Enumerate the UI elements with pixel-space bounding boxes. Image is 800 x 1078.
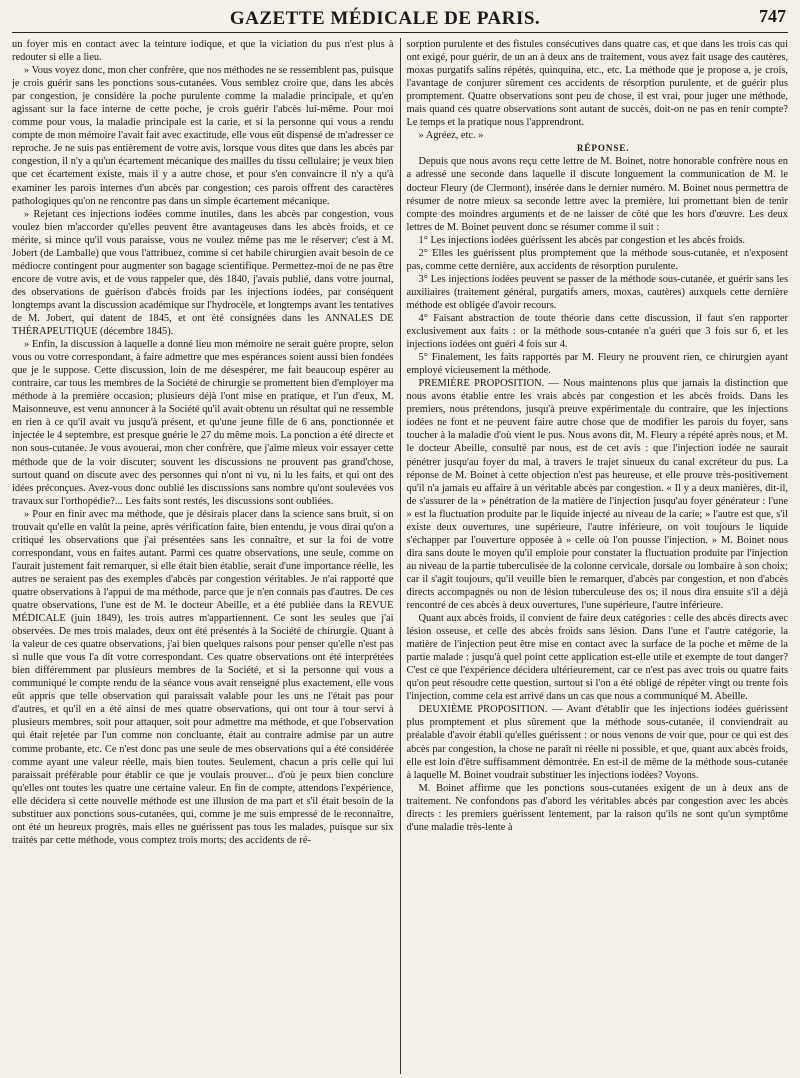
paragraph: » Rejetant ces injections iodées comme inutiles, dans les abcès par congestion, vous voulez bien m'accorder qu'elles peuvent être avantageuses dans les abcès froids, et ce mérite, si mince qu'il vous paraisse, vous ne voulez même pas me le réserver; c'est à M. Jobert (de Lamballe) que vous l'attribuez, comme si cet habile chirurgien avait besoin de ce médiocre contingent pour augmenter son bagage scientifique. Permettez-moi de ne pas être encore de votre avis, et de vous rappeler que, dès 1840, j'avais publié, dans votre journal, des observations de guérison d'abcès froids par les injections iodées, par conséquent longtemps avant la discussion académique sur l'hydrocèle, et longtemps avant les tentatives de M. Jobert, qui datent de 1845, et ont été consignées dans les ANNALES DE THÉRAPEUTIQUE (décembre 1845). (12, 208, 394, 338)
text-columns (12, 38, 788, 1074)
paragraph: Quant aux abcès froids, il convient de faire deux catégories : celle des abcès directs avec lésion osseuse, et celle des abcès froids sans lésion. Dans l'une et l'autre catégorie, la matière de l'injection peut être mise en contact avec la surface de la poche et même de la partie malade : jusqu'à quel point cette application est-elle utile et exempte de tout danger? C'est ce que l'expérience décidera ultérieurement, car ce n'est pas avec trois ou quatre faits qu'on peut résoudre cette question, surtout si l'on a été obligé de répéter vingt ou trente fois l'injection, comme cela est arrivé dans un cas que nous a communiqué M. Abeille. (406, 613, 788, 703)
page-number: 747 (759, 6, 786, 26)
proposition-item: 5° Finalement, les faits rapportés par M. Fleury ne prouvent rien, ce chirurgien ayant employé vicieusement la méthode. (406, 352, 788, 377)
paragraph: un foyer mis en contact avec la teinture iodique, et que la viciation du pus n'est plus à redouter si elle a lieu. (12, 39, 394, 64)
paragraph: Depuis que nous avons reçu cette lettre de M. Boinet, notre honorable confrère nous en a adressé une seconde dans laquelle il discute longuement la communication de M. le docteur Fleury (de Clermont), insérée dans le dernier numéro. M. Boinet nous permettra de résumer de notre mieux sa seconde lettre avec la première, lui promettant bien de tenir compte des moindres arguments et de ne laisser de côté que les hors d'œuvre. Les deux lettres de M. Boinet peuvent donc se résumer comme il suit : (406, 156, 788, 233)
page-header (12, 6, 788, 33)
proposition-item: 4° Faisant abstraction de toute théorie dans cette discussion, il faut s'en rapporter exclusivement aux faits : or la méthode sous-cutanée n'a guéri que 3 fois sur 6, et les injections iodées ont guéri 4 fois sur 4. (406, 312, 788, 351)
paragraph: PREMIÈRE PROPOSITION. — Nous maintenons plus que jamais la distinction que nous avons établie entre les vrais abcès par congestion et les abcès froids. Dans les premiers, nous prétendons, jusqu'à preuve expérimentale du contraire, que les injections iodées ne font et ne peuvent faire autre chose que de modifier les parois du foyer, sans toucher à la maladie d'où vient le pus. Nous avons dit, M. Fleury a répété après nous, et M. le docteur Abeille, consulté par nous, est de cet avis : que l'injection iodée ne saurait pénétrer jusqu'au foyer du mal, à travers le trajet sinueux du canal excréteur du pus. La réponse de M. Boinet à cette objection n'est pas heureuse, et elle prouve très-positivement qu'il n'a jamais eu affaire à un véritable abcès par congestion. « Il y a deux manières, dit-il, de s'assurer de la » pénétration de la matière de l'injection jusqu'au foyer générateur : l'une » est la fluctuation produite par le liquide injecté au niveau de la carie; » l'autre est que, s'il existe deux ouvertures, une supérieure, l'autre inférieure, on voit toujours le liquide s'échapper par l'ouverture opposée à » celle où l'on pousse l'injection. » M. Boinet nous dira sans doute le moyen qu'il emploie pour constater la fluctuation produite par l'injection au niveau de la partie tuberculisée de la colonne cervicale, dorsale ou lombaire à son choix; car il s'agit toujours, qu'il veuille bien le remarquer, d'abcès par congestion, et non d'abcès directs accompagnés ou non de lésion tuberculeuse des os; il nous dira ensuite s'il a déjà rencontré de ces abcès à deux ouvertures, l'une supérieure, l'autre inférieure. (406, 378, 788, 612)
proposition-item: 1° Les injections iodées guérissent les abcès par congestion et les abcès froids. (418, 234, 745, 246)
paragraph: DEUXIÈME PROPOSITION. — Avant d'établir que les injections iodées guérissent plus promptement et plus sûrement que la méthode sous-cutanée, il conviendrait au préalable d'avoir établi qu'elles guérissent : or nous venons de voir que, pour ce qui est des abcès par congestion, la chose ne paraît ni réelle ni possible, et que, quant aux abcès froids, elle est loin d'être suffisamment démontrée. En est-il de même de la méthode sous-cutanée à laquelle M. Boinet voudrait substituer les injections iodées? Voyons. (406, 704, 788, 781)
left-column (12, 38, 399, 1074)
paragraph: sorption purulente et des fistules consécutives dans quatre cas, et que dans les trois cas qui ont exigé, pour guérir, de un an à deux ans de traitement, vous avez fait usage des cautères, moxas purgatifs salins répétés, quinquina, etc., etc. La méthode que je propose a, je crois, l'avantage de conjurer sûrement ces accidents de résorption purulente, et de guérir plus promptement. Quatre observations sont peu de chose, il est vrai, pour juger une méthode, mais quand ces quatre observations sont autant de succès, doit-on ne pas en tenir compte? Le temps et la pratique nous l'apprendront. (406, 39, 788, 129)
journal-title: GAZETTE MÉDICALE DE PARIS. (229, 8, 541, 29)
paragraph: » Pour en finir avec ma méthode, que je désirais placer dans la science sans bruit, si on trouvait qu'elle en valût la peine, après vérification faite, bien entendu, je vous dirai qu'on a critiqué les observations que j'ai présentées sans les connaître, et sur la foi de votre correspondant, vous en faites autant. Parmi ces quatre observations, une seule, comme on l'aurait justement fait remarquer, si elle était bien établie, serait d'une importance réelle, les autres ne seraient pas des exemples d'abcès par congestion véritables. Je n'ai rapporté que quatre observations à l'appui de ma méthode, parce que je n'en connais pas d'autres. De ces quatre observations, l'une est de M. le docteur Abeille, et a été publiée dans la REVUE MÉDICALE (juin 1849), les trois autres m'appartiennent. Ce sont les seules que j'ai observées. De mes trois malades, deux ont été présentés à la Société de chirurgie. Quant à la valeur de ces quatre observations, j'ai bien quelques raisons pour penser qu'elle n'est pas si nulle que vous l'a dit votre correspondant. Ces quatre observations ont été interprétées bien différemment par plusieurs membres de la Société, et si la personne qui vous a communiqué le compte rendu de la séance vous avait renseigné plus exactement, elle vous eût appris que telle observation qui paraissait valable pour les uns ne l'était pas pour d'autres, et qu'il en a été ainsi de mes quatre observations, qui ont tour à tour servi à plusieurs membres, soit pour attaquer, soit pour admettre ma méthode, et que l'observation qui était rejetée par l'un comme non concluante, était au contraire admise par un autre comme probante, etc. Ce n'est donc pas une seule de mes observations qui a été considérée comme ayant une valeur réelle, mais bien toutes. Seulement, chacun a pris celle qui lui paraissait préférable pour établir ce que je voulais prouver... d'où je peux bien conclure qu'elles ont toutes les quatre une certaine valeur. En fin de compte, attendons l'expérience, elle décidera si cette nouvelle méthode est une illusion de ma part et s'il était besoin de la substituer aux ponctions sous-cutanées, qui, comme je me suis empressé de le reconnaître, ont été un heureux progrès, mais elles ne guérissent pas tous les malades, puisque sur six traités par cette méthode, vous comptez trois morts; des accidents de ré- (12, 508, 394, 846)
paragraph: » Enfin, la discussion à laquelle a donné lieu mon mémoire ne serait guère propre, selon vous ou votre correspondant, à faire admettre que mes espérances soient aussi bien fondées que je le suppose. Cette discussion, loin de me désespérer, me fait beaucoup espérer au contraire, car tous les membres de la Société de chirurgie se promettent bien d'employer ma méthode à la première occasion; plusieurs déjà l'ont mise en pratique, et l'un d'eux, M. Maisonneuve, est venu annoncer à la Société qu'il avait obtenu un résultat qui ne ressemble en rien à ce qu'il avait vu jusqu'à présent, et qu'une jeune fille de 6 ans, ponctionnée et injectée le 4 septembre, est presque guérie le 27 du même mois. La ponction a été directe et non sous-cutanée. Je vous avouerai, mon cher confrère, que j'aime mieux voir essayer cette méthode que de la voir discuter; souvent les discussions ne prouvent pas grand'chose, surtout quand on discute avec des personnes qui n'ont ni vu, ni lu les faits, et qui ont des idées préconçues. Avez-vous donc oublié les discussions sans nombre qu'ont soulevées vos travaux sur l'orthopédie?... Les faits sont restés, les discussions sont oubliées. (12, 339, 394, 507)
paragraph: » Vous voyez donc, mon cher confrère, que nos méthodes ne se ressemblent pas, puisque je crois guérir sans les ponctions sous-cutanées. Vous semblez croire que, dans les abcès par congestion, je considère la poche purulente comme la maladie principale, et qu'en agissant sur la face interne de cette poche, je crois guérir l'abcès lui-même. Pour moi comme pour vous, la maladie principale est la carie, et si la personne qui vous a rendu compte de mon mémoire l'avait fait avec exactitude, elle vous eût dispensé de m'adresser ce reproche. Je ne suis pas entièrement de votre avis, lorsque vous dites que dans les abcès par congestion, il n'y a qu'un écartement mécanique des mailles du tissu cellulaire; je veux bien que cet écartement existe, mais il y a autre chose, et pour s'en convaincre il n'y a qu'à examiner les parois internes d'un abcès par congestion; ces parois offrent des caractères pathologiques qu'on ne rencontre pas dans un simple écartement mécanique. (12, 65, 394, 207)
section-heading: RÉPONSE. (576, 143, 630, 154)
paragraph: » Agréez, etc. » (418, 130, 484, 142)
proposition-item: 3° Les injections iodées peuvent se passer de la méthode sous-cutanée, et guérir sans les auxiliaires (traitement général, purgatifs amers, moxas, cautères) auxquels cette dernière méthode est obligée d'avoir recours. (406, 273, 788, 311)
right-column (402, 38, 789, 1074)
column-divider (400, 38, 401, 1074)
proposition-item: 2° Elles les guérissent plus promptement que la méthode sous-cutanée, et n'exposent pas, comme cette dernière, aux accidents de résorption purulente. (406, 247, 788, 272)
paragraph: M. Boinet affirme que les ponctions sous-cutanées exigent de un à deux ans de traitement. Ne confondons pas d'abord les véritables abcès par congestion avec les abcès directs : les premiers guérissent lentement, par la raison qu'ils ne sont qu'un symptôme d'une maladie très-lente à (406, 782, 788, 833)
